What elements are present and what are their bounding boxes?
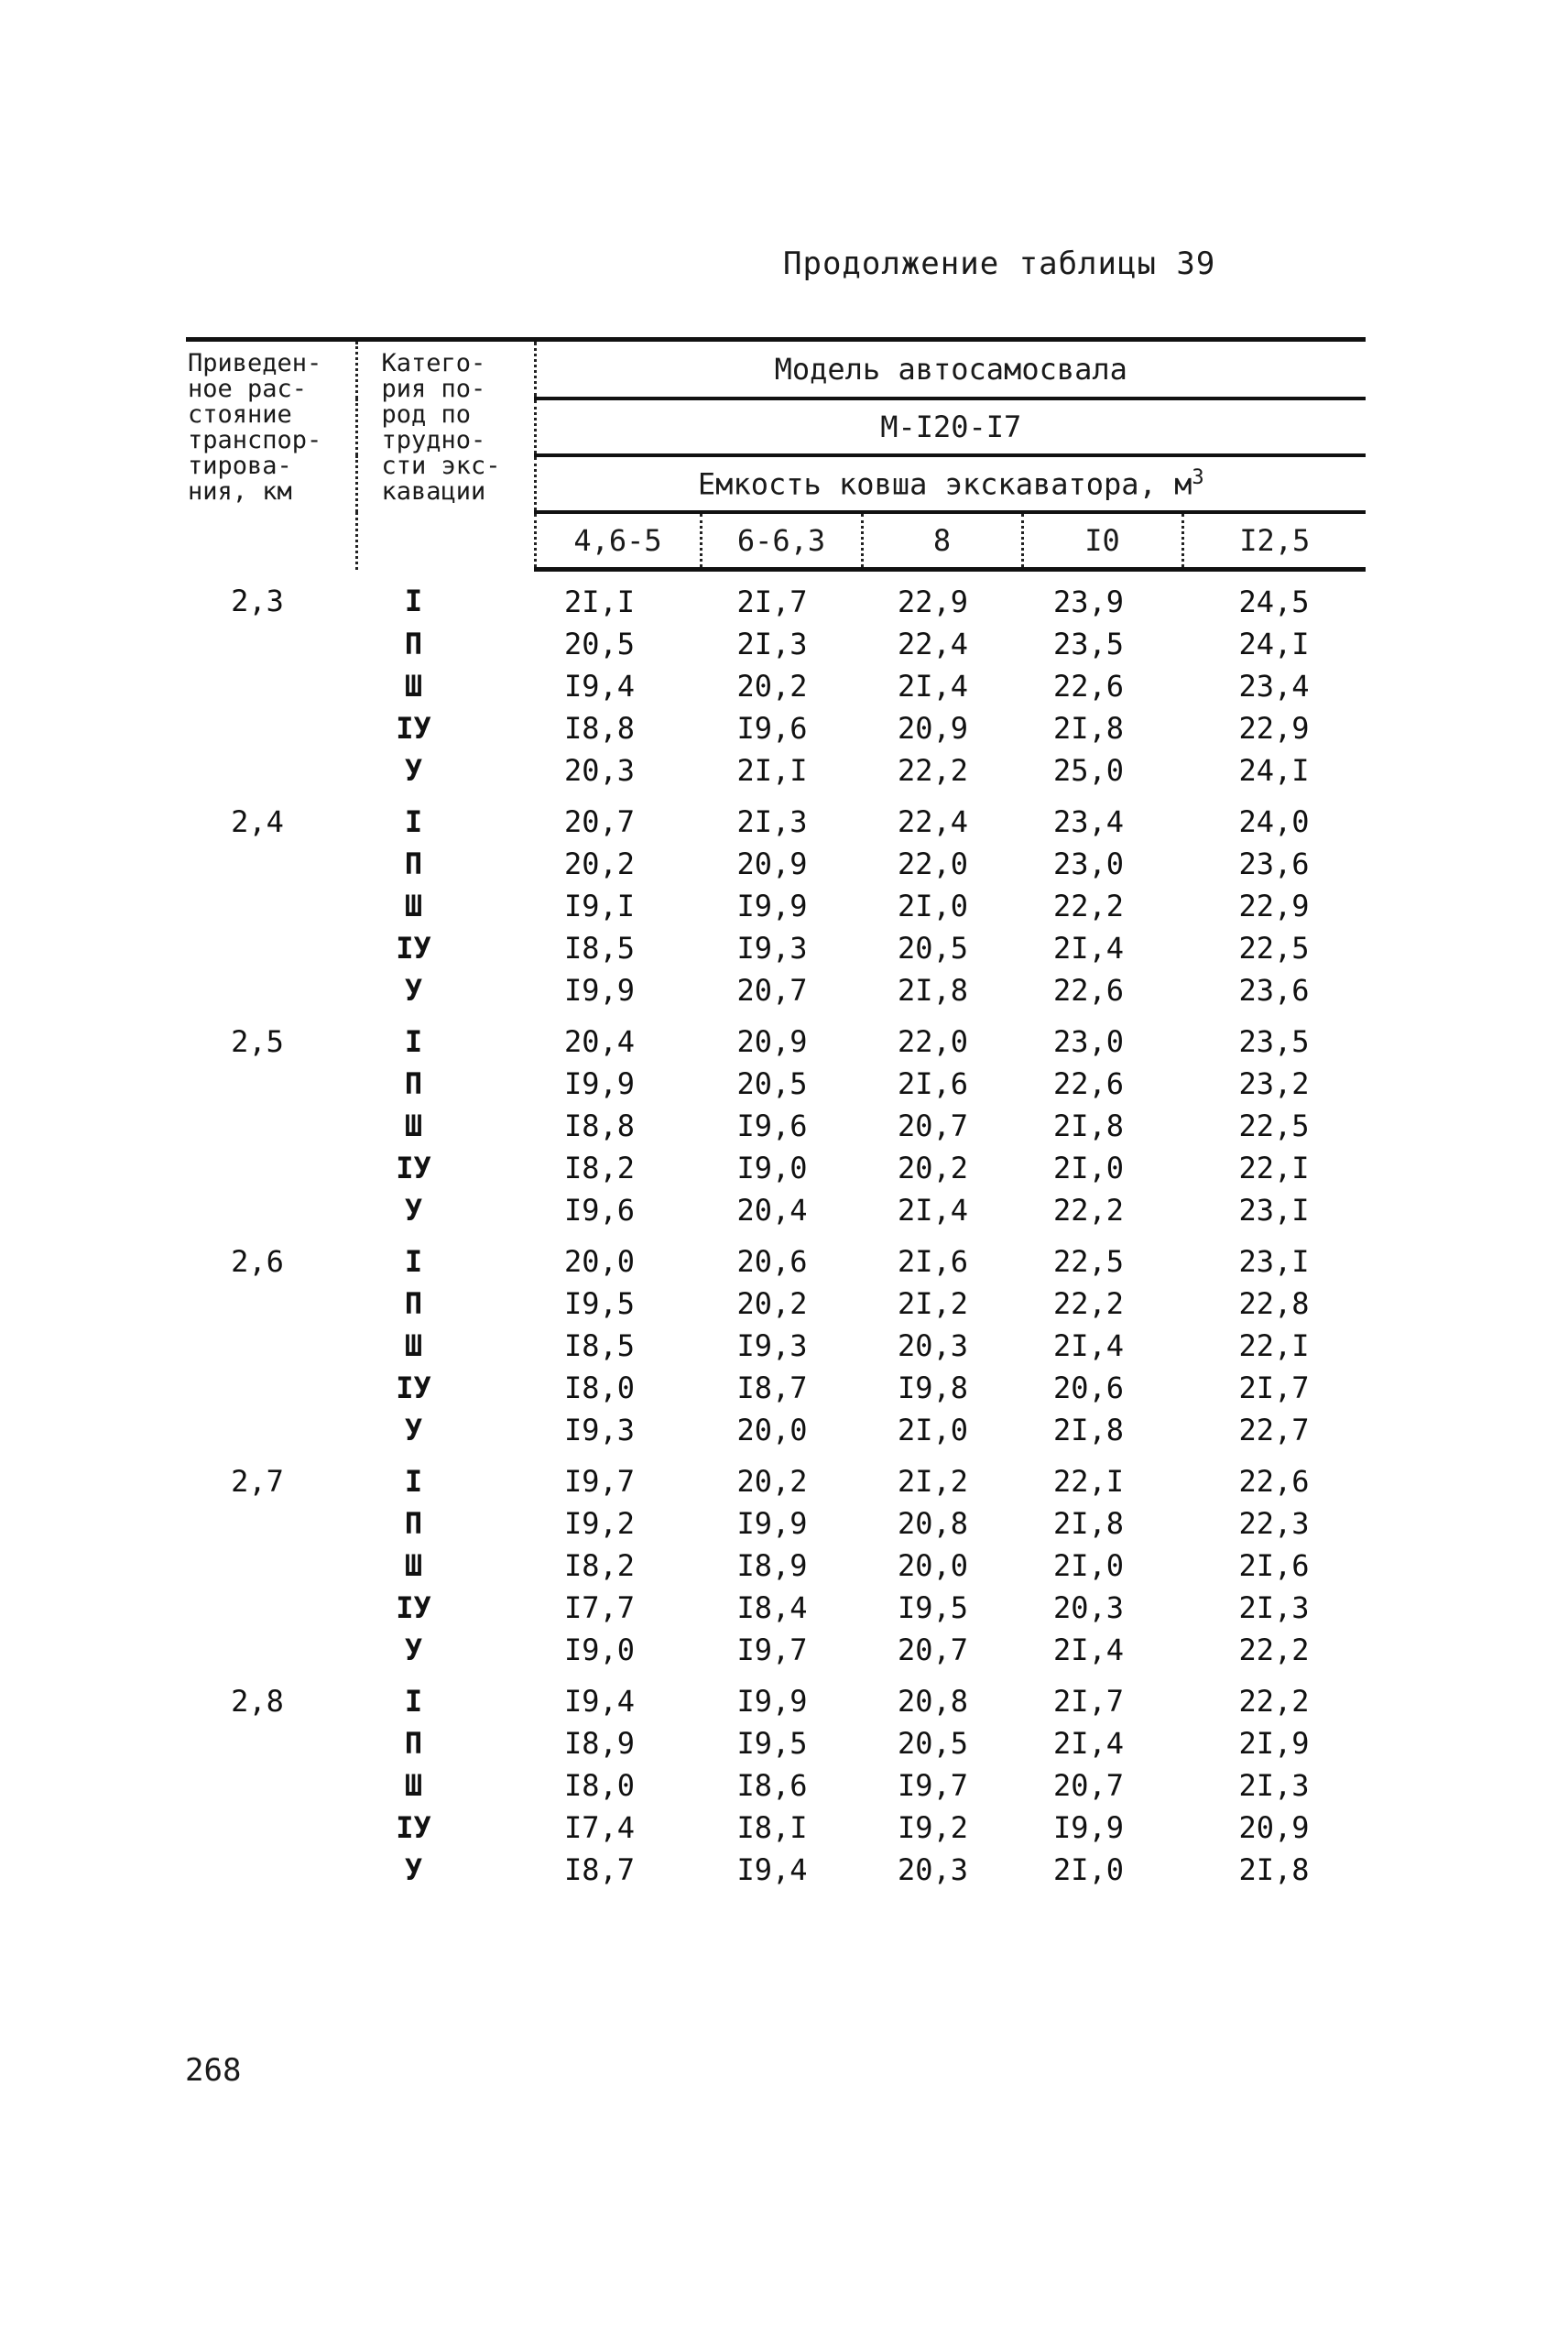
value-cell: 20,7 — [1052, 1768, 1125, 1803]
value-cell: 2I,6 — [897, 1244, 969, 1279]
value-cell: 20,9 — [736, 846, 808, 881]
value-cell: I9,8 — [897, 1370, 969, 1405]
value-cell: 2I,7 — [1238, 1370, 1310, 1405]
table-row — [186, 665, 1366, 707]
header-category-line: Катего- — [381, 349, 486, 377]
distance-cell — [186, 1502, 356, 1545]
value-cell: 2I,6 — [1238, 1548, 1310, 1583]
distance-cell — [186, 1764, 356, 1807]
value-cell: 2I,3 — [1238, 1590, 1310, 1625]
value-cell: 24,I — [1238, 627, 1310, 661]
value-cell: 22,7 — [1238, 1413, 1310, 1447]
value-cell: I9,3 — [736, 931, 808, 966]
distance-cell: 2,7 — [231, 1464, 284, 1499]
value-cell: 22,3 — [1238, 1506, 1310, 1541]
value-cell: 22,I — [1238, 1151, 1310, 1185]
value-cell: 22,4 — [897, 804, 969, 839]
distance-cell — [186, 927, 356, 969]
value-cell: 22,2 — [897, 753, 969, 788]
table-row — [186, 843, 1366, 885]
category-cell: I — [404, 1464, 423, 1499]
value-cell: 2I,3 — [1238, 1768, 1310, 1803]
value-cell: 2I,7 — [736, 584, 808, 619]
value-cell: 24,5 — [1238, 584, 1310, 619]
table-row — [186, 1807, 1366, 1849]
header-distance-line: тирова- — [188, 452, 292, 480]
value-cell: I8,8 — [563, 1108, 636, 1143]
value-cell: 2I,8 — [1052, 1108, 1125, 1143]
distance-cell — [186, 1587, 356, 1629]
header-truck-model: М-I20-I7 — [535, 399, 1366, 455]
value-cell: 2I,9 — [1238, 1726, 1310, 1761]
value-cell: 20,3 — [1052, 1590, 1125, 1625]
table-row — [186, 1283, 1366, 1325]
value-cell: 20,5 — [563, 627, 636, 661]
value-cell: I7,7 — [563, 1590, 636, 1625]
value-cell: 20,9 — [736, 1024, 808, 1059]
value-cell: 23,6 — [1238, 973, 1310, 1008]
value-cell: 20,2 — [736, 669, 808, 704]
category-cell: П — [404, 846, 423, 881]
value-cell: 20,2 — [736, 1464, 808, 1499]
category-cell: У — [404, 1852, 423, 1887]
value-cell: 23,4 — [1238, 669, 1310, 704]
distance-cell — [186, 749, 356, 792]
distance-cell — [186, 1409, 356, 1451]
value-cell: I8,9 — [736, 1548, 808, 1583]
value-cell: I9,0 — [736, 1151, 808, 1185]
table-row — [186, 623, 1366, 665]
value-cell: I9,4 — [563, 1684, 636, 1719]
value-cell: 2I,4 — [1052, 1328, 1125, 1363]
value-cell: I8,0 — [563, 1370, 636, 1405]
category-cell: П — [404, 1066, 423, 1101]
distance-cell — [186, 969, 356, 1011]
table-row — [186, 570, 1366, 624]
value-cell: 20,8 — [897, 1506, 969, 1541]
table-row — [186, 1545, 1366, 1587]
distance-cell — [186, 1545, 356, 1587]
value-cell: I9,9 — [1052, 1810, 1125, 1845]
value-cell: I9,5 — [563, 1286, 636, 1321]
value-cell: I9,7 — [897, 1768, 969, 1803]
header-capacity-unit-sup: 3 — [1192, 465, 1204, 489]
table-row — [186, 1105, 1366, 1147]
header-distance-line: транспор- — [188, 426, 322, 454]
distance-cell — [186, 1283, 356, 1325]
value-cell: 20,7 — [897, 1108, 969, 1143]
table-row — [186, 885, 1366, 927]
value-cell: I8,7 — [736, 1370, 808, 1405]
table-row — [186, 1502, 1366, 1545]
value-cell: 22,2 — [1238, 1684, 1310, 1719]
value-cell: 2I,0 — [1052, 1548, 1125, 1583]
value-cell: I8,9 — [563, 1726, 636, 1761]
value-cell: 2I,4 — [1052, 1726, 1125, 1761]
category-cell: У — [404, 973, 423, 1008]
value-cell: 20,3 — [563, 753, 636, 788]
value-cell: 2I,0 — [1052, 1151, 1125, 1185]
category-cell: Ш — [404, 669, 423, 704]
table-row — [186, 927, 1366, 969]
category-cell: У — [404, 753, 423, 788]
value-cell: I9,2 — [897, 1810, 969, 1845]
value-cell: I9,3 — [736, 1328, 808, 1363]
value-cell: 2I,4 — [1052, 931, 1125, 966]
distance-cell — [186, 885, 356, 927]
distance-cell — [186, 665, 356, 707]
value-cell: I9,9 — [563, 1066, 636, 1101]
value-cell: I9,I — [563, 889, 636, 923]
header-capacity-col: 4,6-5 — [535, 512, 701, 570]
value-cell: 23,6 — [1238, 846, 1310, 881]
value-cell: 24,I — [1238, 753, 1310, 788]
value-cell: 2I,8 — [1052, 1506, 1125, 1541]
value-cell: 22,5 — [1238, 931, 1310, 966]
distance-cell: 2,4 — [231, 804, 284, 839]
distance-cell — [186, 1367, 356, 1409]
value-cell: 22,9 — [1238, 711, 1310, 746]
value-cell: 24,0 — [1238, 804, 1310, 839]
data-table — [186, 337, 1366, 1891]
value-cell: I9,6 — [563, 1193, 636, 1228]
value-cell: 2I,8 — [1052, 711, 1125, 746]
value-cell: 20,7 — [897, 1633, 969, 1667]
value-cell: 22,I — [1052, 1464, 1125, 1499]
table-row — [186, 1451, 1366, 1502]
value-cell: 2I,3 — [736, 804, 808, 839]
value-cell: 2I,4 — [1052, 1633, 1125, 1667]
value-cell: 2I,0 — [897, 889, 969, 923]
value-cell: I7,4 — [563, 1810, 636, 1845]
value-cell: 2I,2 — [897, 1286, 969, 1321]
header-category-line: рия по- — [381, 375, 486, 403]
category-cell: Ш — [404, 1768, 423, 1803]
value-cell: 20,5 — [897, 931, 969, 966]
value-cell: 20,9 — [1238, 1810, 1310, 1845]
value-cell: 2I,0 — [1052, 1852, 1125, 1887]
value-cell: 20,7 — [736, 973, 808, 1008]
distance-cell: 2,8 — [231, 1684, 284, 1719]
table-row — [186, 1367, 1366, 1409]
table-row — [186, 1587, 1366, 1629]
distance-cell — [186, 1807, 356, 1849]
header-category — [356, 340, 535, 570]
value-cell: 20,4 — [563, 1024, 636, 1059]
value-cell: 2I,7 — [1052, 1684, 1125, 1719]
value-cell: 2I,0 — [897, 1413, 969, 1447]
value-cell: I9,0 — [563, 1633, 636, 1667]
category-cell: Ш — [404, 1328, 423, 1363]
header-truck-model-group: Модель автосамосвала — [535, 340, 1366, 399]
value-cell: I9,9 — [736, 1684, 808, 1719]
value-cell: I8,4 — [736, 1590, 808, 1625]
category-cell: IУ — [396, 1590, 431, 1625]
value-cell: 20,6 — [736, 1244, 808, 1279]
distance-cell — [186, 1629, 356, 1671]
header-distance — [186, 340, 356, 570]
distance-cell — [186, 1063, 356, 1105]
value-cell: I8,0 — [563, 1768, 636, 1803]
category-cell: У — [404, 1633, 423, 1667]
category-cell: IУ — [396, 1151, 431, 1185]
value-cell: 23,9 — [1052, 584, 1125, 619]
value-cell: I9,3 — [563, 1413, 636, 1447]
category-cell: IУ — [396, 711, 431, 746]
value-cell: 22,2 — [1052, 1286, 1125, 1321]
value-cell: 2I,4 — [897, 669, 969, 704]
value-cell: 20,4 — [736, 1193, 808, 1228]
distance-cell — [186, 1722, 356, 1764]
value-cell: I9,7 — [563, 1464, 636, 1499]
category-cell: I — [404, 1024, 423, 1059]
category-cell: IУ — [396, 931, 431, 966]
value-cell: 23,2 — [1238, 1066, 1310, 1101]
distance-cell: 2,5 — [231, 1024, 284, 1059]
distance-cell — [186, 843, 356, 885]
header-capacity-label: Емкость ковша экскаватора, м — [697, 466, 1192, 502]
value-cell: I9,4 — [736, 1852, 808, 1887]
value-cell: 22,8 — [1238, 1286, 1310, 1321]
category-cell: У — [404, 1413, 423, 1447]
value-cell: I8,I — [736, 1810, 808, 1845]
value-cell: 22,5 — [1238, 1108, 1310, 1143]
category-cell: I — [404, 1244, 423, 1279]
value-cell: 22,2 — [1052, 889, 1125, 923]
value-cell: 2I,8 — [897, 973, 969, 1008]
value-cell: I8,8 — [563, 711, 636, 746]
table-row — [186, 1671, 1366, 1722]
table-row — [186, 707, 1366, 749]
value-cell: I9,7 — [736, 1633, 808, 1667]
value-cell: 22,0 — [897, 846, 969, 881]
table-row — [186, 1764, 1366, 1807]
value-cell: 23,5 — [1052, 627, 1125, 661]
value-cell: I8,2 — [563, 1151, 636, 1185]
value-cell: 22,0 — [897, 1024, 969, 1059]
distance-cell — [186, 1189, 356, 1231]
header-category-line: трудно- — [381, 426, 486, 454]
category-cell: IУ — [396, 1370, 431, 1405]
table-header — [186, 340, 1366, 570]
value-cell: 22,6 — [1052, 669, 1125, 704]
value-cell: 2I,6 — [897, 1066, 969, 1101]
table-row — [186, 1325, 1366, 1367]
category-cell: I — [404, 1684, 423, 1719]
value-cell: 23,I — [1238, 1193, 1310, 1228]
value-cell: I9,9 — [736, 889, 808, 923]
header-bucket-capacity — [535, 455, 1366, 512]
distance-cell — [186, 707, 356, 749]
header-distance-line: Приведен- — [188, 349, 322, 377]
data-table-wrapper — [186, 337, 1366, 1891]
table-row — [186, 792, 1366, 843]
table-row — [186, 1409, 1366, 1451]
table-row — [186, 969, 1366, 1011]
category-cell: П — [404, 1506, 423, 1541]
value-cell: 20,2 — [563, 846, 636, 881]
table-row — [186, 1722, 1366, 1764]
value-cell: 23,4 — [1052, 804, 1125, 839]
distance-cell — [186, 1147, 356, 1189]
header-capacity-col: I0 — [1022, 512, 1182, 570]
table-body — [186, 570, 1366, 1892]
category-cell: Ш — [404, 1108, 423, 1143]
category-cell: У — [404, 1193, 423, 1228]
value-cell: 22,4 — [897, 627, 969, 661]
value-cell: 2I,4 — [897, 1193, 969, 1228]
value-cell: 20,5 — [736, 1066, 808, 1101]
header-capacity-col: I2,5 — [1182, 512, 1366, 570]
value-cell: I9,9 — [736, 1506, 808, 1541]
value-cell: 20,3 — [897, 1852, 969, 1887]
value-cell: 20,0 — [897, 1548, 969, 1583]
value-cell: 22,5 — [1052, 1244, 1125, 1279]
value-cell: 22,6 — [1052, 1066, 1125, 1101]
table-row — [186, 749, 1366, 792]
distance-cell — [186, 1105, 356, 1147]
category-cell: П — [404, 1286, 423, 1321]
value-cell: 20,8 — [897, 1684, 969, 1719]
header-distance-line: ное рас- — [188, 375, 308, 403]
value-cell: I9,9 — [563, 973, 636, 1008]
table-row — [186, 1231, 1366, 1283]
header-category-line: род по — [381, 400, 472, 429]
table-row — [186, 1063, 1366, 1105]
page-number: 268 — [185, 2052, 242, 2089]
value-cell: 20,0 — [563, 1244, 636, 1279]
distance-cell: 2,6 — [231, 1244, 284, 1279]
value-cell: 20,9 — [897, 711, 969, 746]
table-row — [186, 1147, 1366, 1189]
value-cell: 2I,8 — [1052, 1413, 1125, 1447]
value-cell: 20,3 — [897, 1328, 969, 1363]
value-cell: I9,5 — [736, 1726, 808, 1761]
category-cell: Ш — [404, 1548, 423, 1583]
category-cell: Ш — [404, 889, 423, 923]
value-cell: I8,7 — [563, 1852, 636, 1887]
value-cell: 22,2 — [1052, 1193, 1125, 1228]
value-cell: 22,6 — [1238, 1464, 1310, 1499]
header-capacity-col: 8 — [862, 512, 1022, 570]
value-cell: 20,0 — [736, 1413, 808, 1447]
header-distance-line: ния, км — [188, 477, 292, 506]
value-cell: 23,I — [1238, 1244, 1310, 1279]
value-cell: I9,6 — [736, 711, 808, 746]
table-row — [186, 1629, 1366, 1671]
value-cell: 25,0 — [1052, 753, 1125, 788]
value-cell: 23,0 — [1052, 1024, 1125, 1059]
value-cell: 20,5 — [897, 1726, 969, 1761]
value-cell: 22,2 — [1238, 1633, 1310, 1667]
category-cell: I — [404, 583, 423, 618]
category-cell: I — [404, 804, 423, 839]
value-cell: 20,7 — [563, 804, 636, 839]
header-category-line: кавации — [381, 477, 486, 506]
distance-cell — [186, 623, 356, 665]
header-capacity-col: 6-6,3 — [701, 512, 862, 570]
distance-cell — [186, 1849, 356, 1891]
value-cell: 23,0 — [1052, 846, 1125, 881]
value-cell: I9,6 — [736, 1108, 808, 1143]
value-cell: 22,6 — [1052, 973, 1125, 1008]
value-cell: 2I,8 — [1238, 1852, 1310, 1887]
table-row — [186, 1189, 1366, 1231]
value-cell: 22,I — [1238, 1328, 1310, 1363]
header-category-line: сти экс- — [381, 452, 501, 480]
value-cell: I8,6 — [736, 1768, 808, 1803]
value-cell: 20,2 — [897, 1151, 969, 1185]
value-cell: 2I,2 — [897, 1464, 969, 1499]
value-cell: I8,2 — [563, 1548, 636, 1583]
value-cell: 20,2 — [736, 1286, 808, 1321]
value-cell: I9,4 — [563, 669, 636, 704]
category-cell: П — [404, 1726, 423, 1761]
value-cell: 23,5 — [1238, 1024, 1310, 1059]
value-cell: 2I,3 — [736, 627, 808, 661]
category-cell: IУ — [396, 1810, 431, 1845]
value-cell: I9,5 — [897, 1590, 969, 1625]
table-row — [186, 1849, 1366, 1891]
value-cell: 20,6 — [1052, 1370, 1125, 1405]
category-cell: П — [404, 627, 423, 661]
value-cell: 22,9 — [897, 584, 969, 619]
table-row — [186, 1011, 1366, 1063]
value-cell: 22,9 — [1238, 889, 1310, 923]
value-cell: I8,5 — [563, 1328, 636, 1363]
value-cell: I8,5 — [563, 931, 636, 966]
distance-cell — [186, 1325, 356, 1367]
table-caption: Продолжение таблицы 39 — [783, 246, 1216, 282]
value-cell: 2I,I — [563, 584, 636, 619]
value-cell: 2I,I — [736, 753, 808, 788]
distance-cell: 2,3 — [231, 583, 284, 618]
header-distance-line: стояние — [188, 400, 292, 429]
value-cell: I9,2 — [563, 1506, 636, 1541]
